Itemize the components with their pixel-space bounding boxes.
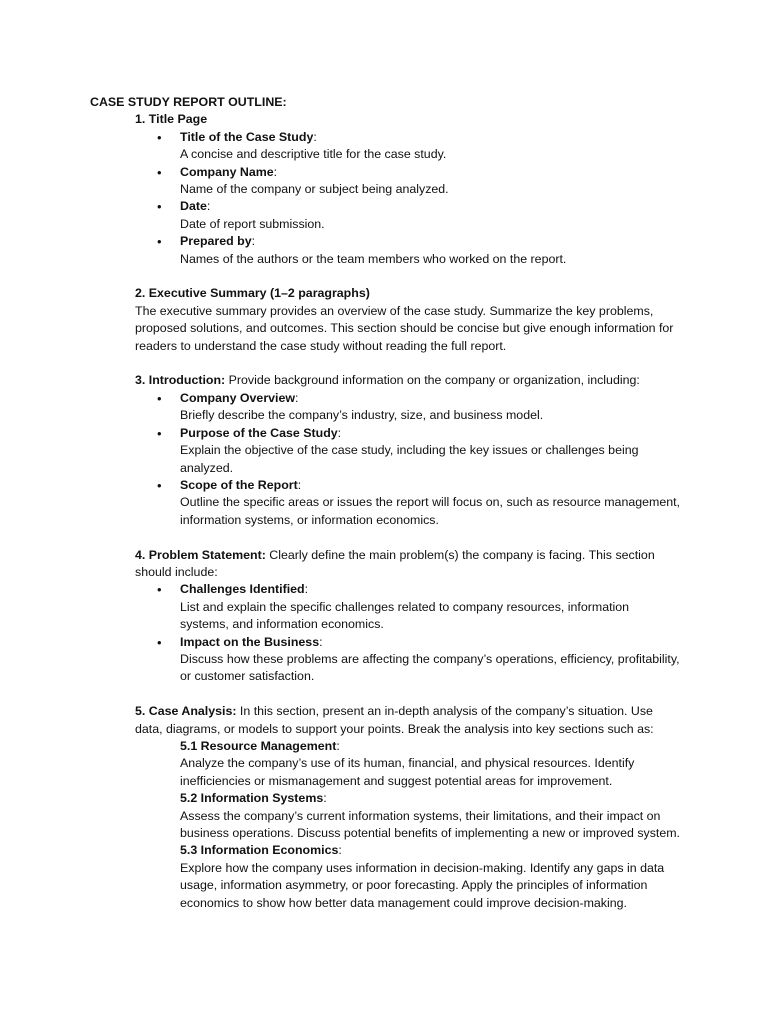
list-item: • Prepared by: Names of the authors or the team members who worked on the report.	[135, 233, 680, 268]
section-case-analysis-paragraph: 5. Case Analysis: In this section, present an in-depth analysis of the company’s situation. Use data, diagrams, or models to support your points. Break the analysis into key sections such as:	[135, 704, 654, 736]
list-item: • Company Overview: Briefly describe the company’s industry, size, and business model.	[135, 390, 680, 425]
list-item: • Company Name: Name of the company or subject being analyzed.	[135, 164, 680, 199]
list-item: • Title of the Case Study: A concise and descriptive title for the case study.	[135, 129, 680, 164]
list-item: • Date: Date of report submission.	[135, 198, 680, 233]
list-item: • Impact on the Business: Discuss how these problems are affecting the company’s operations, efficiency, profitability, or customer satisfaction.	[135, 634, 680, 686]
subsection-resource-management: 5.1 Resource Management: Analyze the company’s use of its human, financial, and physical resources. Identify inefficiencies or mismanagement and suggest potential areas for improvement.	[180, 738, 635, 788]
list-item: • Purpose of the Case Study: Explain the objective of the case study, including the key issues or challenges being analyzed.	[135, 425, 680, 477]
list-item: • Scope of the Report: Outline the specific areas or issues the report will focus on, such as resource management, information systems, or information economics.	[135, 477, 680, 529]
title-page-list	[90, 129, 680, 268]
document-heading: CASE STUDY REPORT OUTLINE:	[90, 95, 287, 109]
subsection-information-economics: 5.3 Information Economics: Explore how the company uses information in decision-making. Identify any gaps in data usage, information asymmetry, or poor forecasting. Apply the principles of information economics to show how better data management could improve decision-making.	[180, 843, 665, 910]
problem-statement-list	[90, 581, 680, 685]
subsection-information-systems: 5.2 Information Systems: Assess the company’s current information systems, their limitations, and their impact on business operations. Discuss potential benefits of implementing a new or improved system.	[180, 791, 680, 840]
section-executive-summary-heading: 2. Executive Summary (1–2 paragraphs)	[135, 286, 370, 301]
section-introduction-paragraph: 3. Introduction: Provide background information on the company or organization, including:	[135, 373, 640, 388]
executive-summary-paragraph: The executive summary provides an overview of the case study. Summarize the key problems, proposed solutions, and outcomes. This section should be concise but give enough information for readers to understand the case study without reading the full report.	[135, 303, 674, 353]
introduction-list	[90, 390, 680, 529]
section-problem-statement-paragraph: 4. Problem Statement: Clearly define the main problem(s) the company is facing. This section should include:	[135, 547, 655, 579]
list-item: • Challenges Identified: List and explain the specific challenges related to company resources, information systems, and information economics.	[135, 581, 680, 633]
section-title-page-heading: 1. Title Page	[135, 112, 208, 127]
document-body	[90, 94, 680, 912]
